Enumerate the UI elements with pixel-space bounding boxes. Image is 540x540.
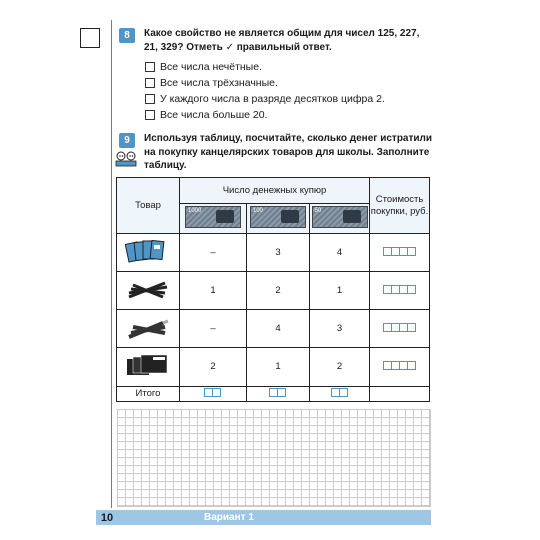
money-table: [116, 177, 430, 402]
row-1-cell-3: 4: [310, 234, 370, 272]
bill-100: [247, 204, 310, 234]
pencils-icon: [125, 313, 171, 341]
option-1-label: Все числа нечётные.: [160, 61, 262, 73]
pencils-cell: [117, 310, 180, 348]
option-2-checkbox[interactable]: [145, 78, 155, 88]
bill-50-denomination: 50: [314, 208, 322, 214]
task-8-text: Какое свойство не является общим для чисел 125, 227, 21, 329? Отметь ✓ правильный ответ.: [144, 28, 420, 53]
kids-icon: [115, 151, 137, 167]
bill-1000: [180, 204, 247, 234]
calculation-grid[interactable]: [117, 409, 431, 507]
pens-icon: [125, 275, 171, 303]
row-2-cell-1: 1: [180, 272, 247, 310]
total-label: Итого: [117, 386, 180, 402]
row-3-cell-1: –: [180, 310, 247, 348]
option-4-label: Все числа больше 20.: [160, 109, 268, 121]
row-2-cell-3: 1: [310, 272, 370, 310]
row-3-cell-3: 3: [310, 310, 370, 348]
table-row: [117, 348, 430, 386]
task-9-text: Используя таблицу, посчитайте, сколько денег истратили на покупку канцелярских товаров для школы. Заполните таблицу.: [144, 133, 433, 171]
option-4-checkbox[interactable]: [145, 110, 155, 120]
notebooks-cell: [117, 234, 180, 272]
row-4-cost-input[interactable]: [370, 348, 430, 386]
total-row: [117, 386, 430, 402]
variant-label: Вариант 1: [204, 512, 254, 523]
pens-cell: [117, 272, 180, 310]
row-1-cell-2: 3: [247, 234, 310, 272]
total-1000-input[interactable]: [180, 386, 247, 402]
row-2-cost-input[interactable]: [370, 272, 430, 310]
task-8-number: 8: [119, 28, 135, 43]
row-4-cell-3: 2: [310, 348, 370, 386]
bill-100-denomination: 100: [253, 208, 264, 214]
option-4[interactable]: [145, 108, 267, 122]
row-3-cell-2: 4: [247, 310, 310, 348]
row-2-cell-2: 2: [247, 272, 310, 310]
header-item: Товар: [117, 178, 180, 234]
page-number: 10: [100, 511, 114, 524]
table-row: [117, 310, 430, 348]
row-1-cell-1: –: [180, 234, 247, 272]
answer-checkbox[interactable]: [80, 28, 100, 48]
row-1-cost-input[interactable]: [370, 234, 430, 272]
task-9-number: 9: [119, 133, 135, 148]
notebooks-icon: [125, 237, 171, 265]
header-cost: Стоимость покупки, руб.: [370, 178, 430, 234]
row-4-cell-2: 1: [247, 348, 310, 386]
total-50-input[interactable]: [310, 386, 370, 402]
total-100-input[interactable]: [247, 386, 310, 402]
option-3[interactable]: [145, 92, 385, 106]
total-cost-cell: [370, 386, 430, 402]
table-row: [117, 272, 430, 310]
option-3-checkbox[interactable]: [145, 94, 155, 104]
header-bills: Число денежных купюр: [180, 178, 370, 204]
option-2[interactable]: [145, 76, 278, 90]
bill-50: [310, 204, 370, 234]
page-footer: [96, 510, 431, 525]
row-4-cell-1: 2: [180, 348, 247, 386]
option-1[interactable]: [145, 60, 262, 74]
margin-line: [111, 20, 112, 508]
table-row: [117, 234, 430, 272]
albums-icon: [125, 351, 171, 379]
option-2-label: Все числа трёхзначные.: [160, 77, 278, 89]
option-1-checkbox[interactable]: [145, 62, 155, 72]
row-3-cost-input[interactable]: [370, 310, 430, 348]
option-3-label: У каждого числа в разряде десятков цифра 2.: [160, 93, 385, 105]
bill-1000-denomination: 1000: [188, 208, 202, 214]
albums-cell: [117, 348, 180, 386]
